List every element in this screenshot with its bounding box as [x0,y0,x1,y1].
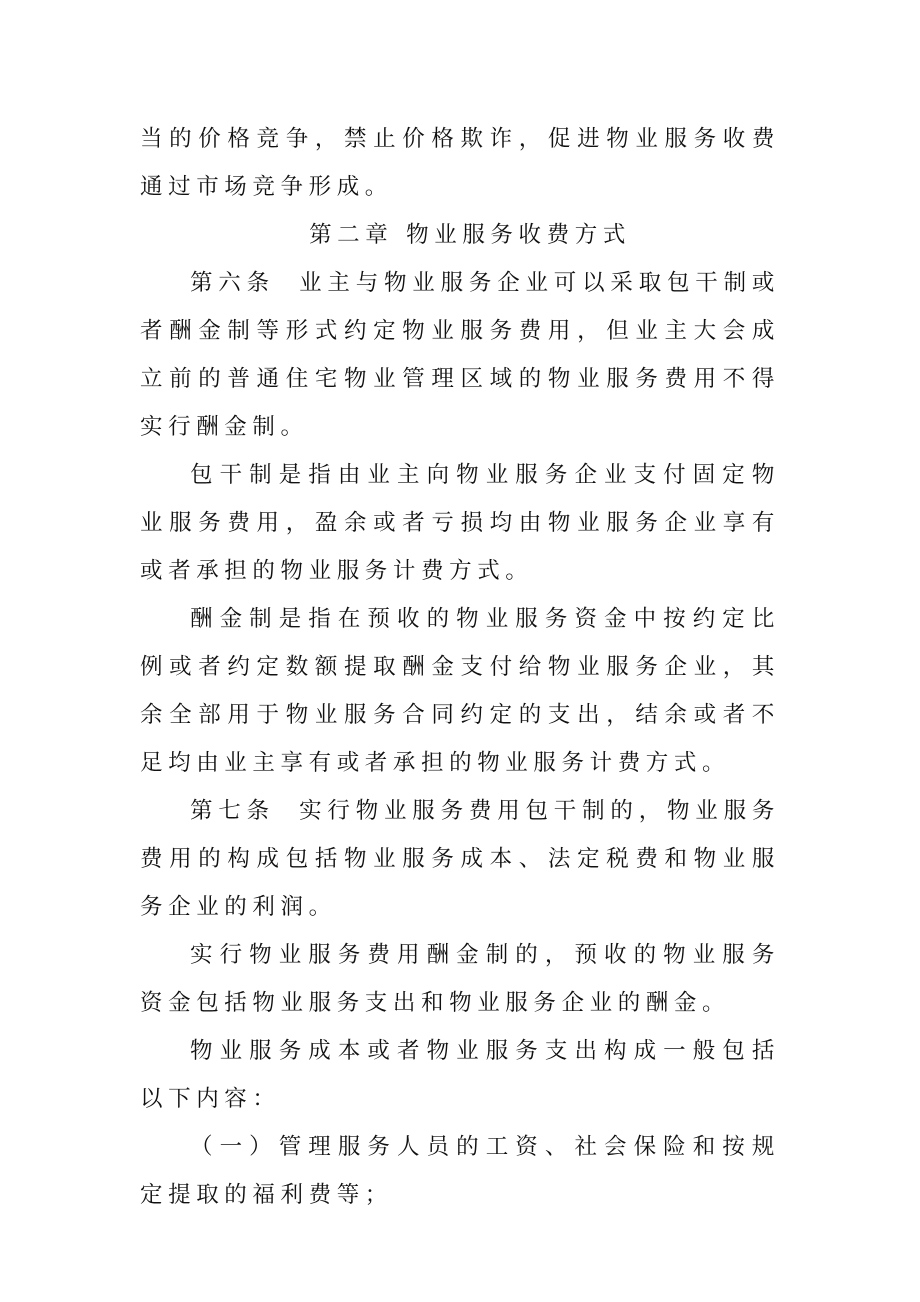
cost-intro-paragraph: 物业服务成本或者物业服务支出构成一般包括以下内容： [140,1038,780,1112]
article-7-label: 第七条 [190,798,275,824]
chapter-heading: 第二章 物业服务收费方式 [309,222,631,248]
article-6-label: 第六条 [190,270,275,296]
list-item-1: （一）管理服务人员的工资、社会保险和按规定提取的福利费等； [140,1134,780,1208]
article-6-paragraph [140,259,780,451]
baogan-definition-paragraph: 包干制是指由业主向物业服务企业支付固定物业服务费用，盈余或者亏损均由物业服务企业享有或者承担的物业服务计费方式。 [140,462,780,584]
choujin-definition-paragraph: 酬金制是指在预收的物业服务资金中按约定比例或者约定数额提取酬金支付给物业服务企业，其余全部用于物业服务合同约定的支出，结余或者不足均由业主享有或者承担的物业服务计费方式。 [140,606,780,776]
article-6-text: 业主与物业服务企业可以采取包干制或者酬金制等形式约定物业服务费用，但业主大会成立前的普通住宅物业管理区域的物业服务费用不得实行酬金制。 [140,270,780,440]
article-7-paragraph [140,787,780,931]
choujin-fee-paragraph: 实行物业服务费用酬金制的，预收的物业服务资金包括物业服务支出和物业服务企业的酬金。 [140,942,780,1016]
document-page [140,115,780,1219]
intro-paragraph: 当的价格竞争，禁止价格欺诈，促进物业服务收费通过市场竞争形成。 [140,126,780,200]
article-7-text: 实行物业服务费用包干制的，物业服务费用的构成包括物业服务成本、法定税费和物业服务企业的利润。 [140,798,780,920]
